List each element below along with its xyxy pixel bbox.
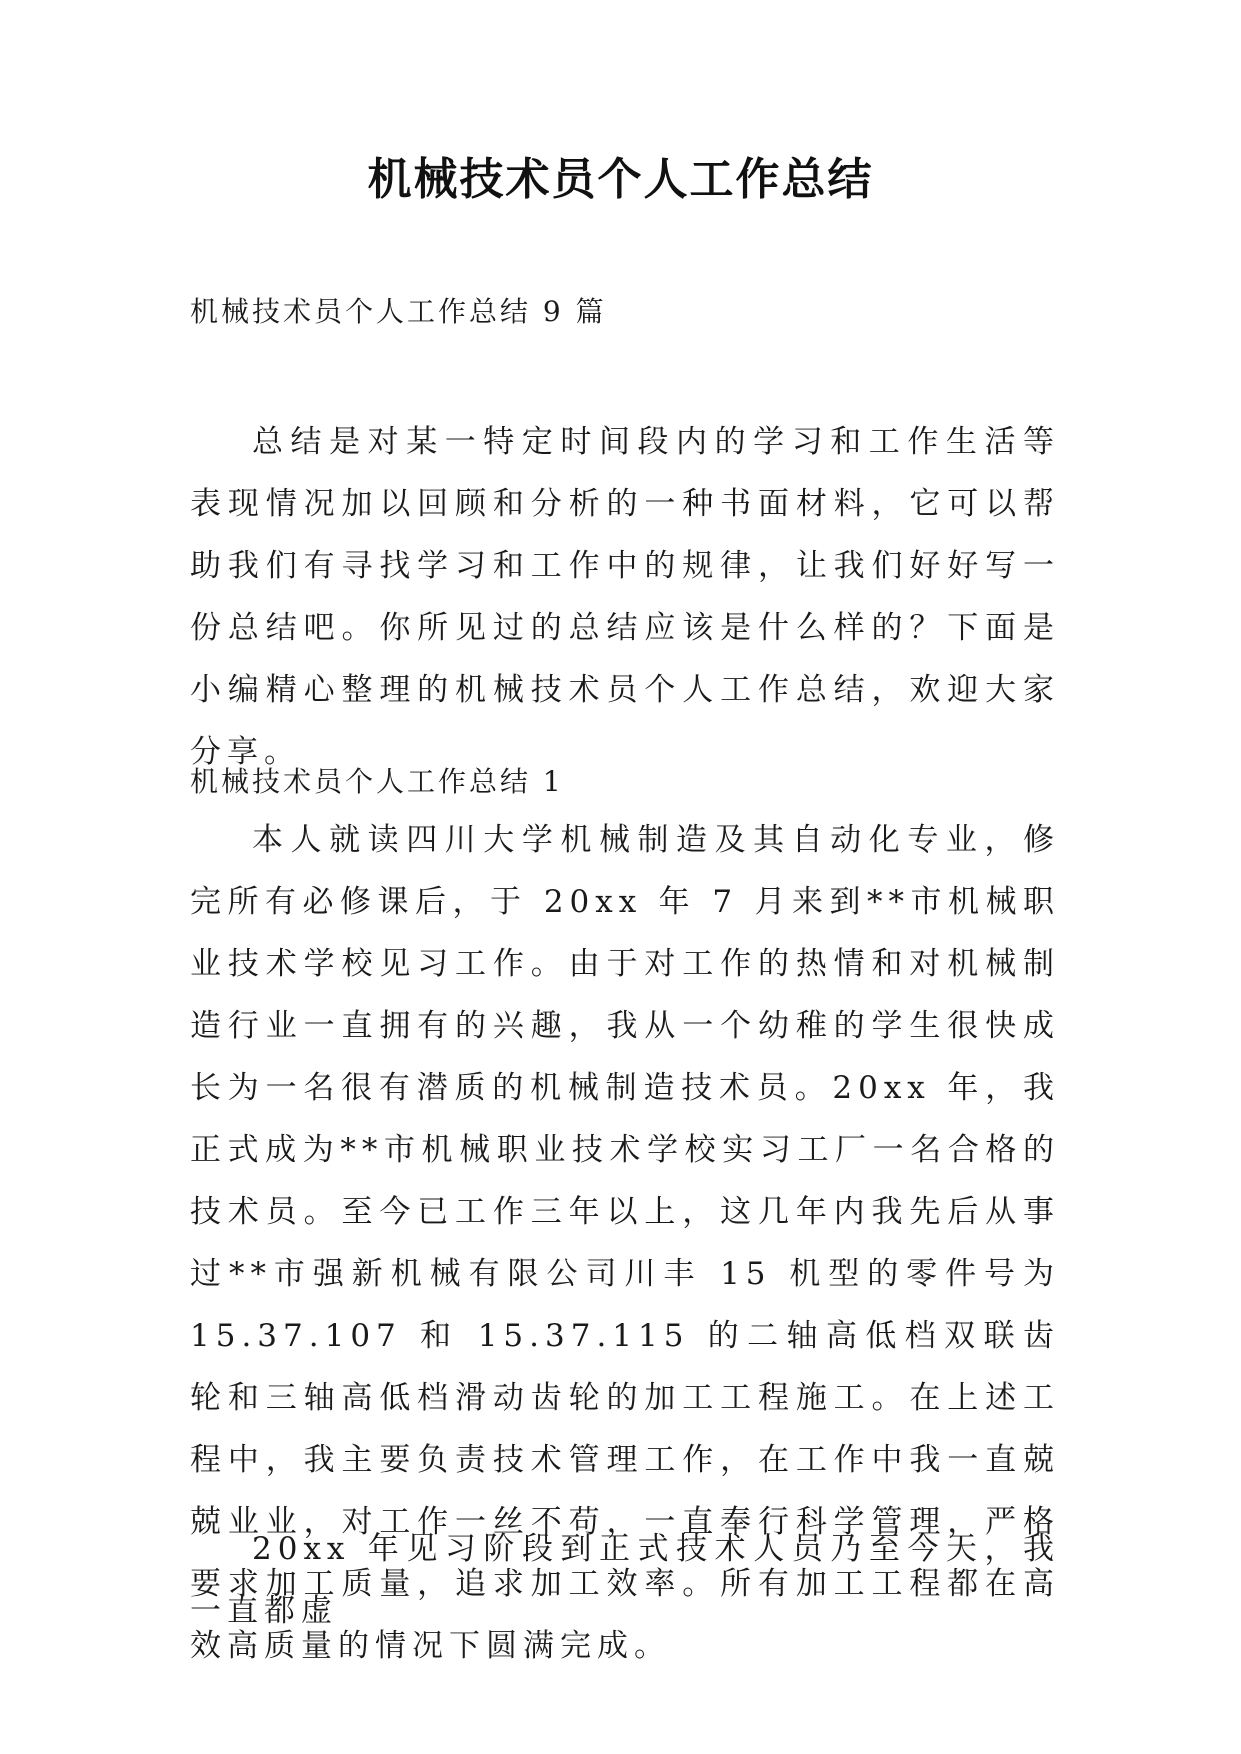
document-title: 机械技术员个人工作总结 [367,154,874,205]
section-heading: 机械技术员个人工作总结 1 [190,765,564,798]
body-paragraph-1: 本人就读四川大学机械制造及其自动化专业，修完所有必修课后，于 20xx 年 7 月来到**市机械职业技术学校见习工作。由于对工作的热情和对机械制造行业一直拥有的兴趣，我从一个幼稚的学生很快成长为一名很有潜质的机械制造技术员。20xx 年，我正式成为**市机械职业技术学校实习工厂一名合格的技术员。至今已工作三年以上，这几年内我先后从事过**市强新机械有限公司川丰 15 机型的零件号为 15.37.107 和 15.37.115 的二轴高低档双联齿轮和三轴高低档滑动齿轮的加工工程施工。在上述工程中，我主要负责技术管理工作，在工作中我一直兢兢业业，对工作一丝不苟，一直奉行科学管理，严格要求加工质量，追求加工效率。所有加工工程都在高效高质量的情况下圆满完成。 [190,822,1060,1664]
intro-paragraph: 总结是对某一特定时间段内的学习和工作生活等表现情况加以回顾和分析的一种书面材料，它可以帮助我们有寻找学习和工作中的规律，让我们好好写一份总结吧。你所见过的总结应该是什么样的？下面是小编精心整理的机械技术员个人工作总结，欢迎大家分享。 [190,424,1060,770]
document-subtitle: 机械技术员个人工作总结 9 篇 [190,295,607,328]
body-paragraph-2: 20xx 年见习阶段到正式技术人员乃至今天，我一直都虚 [190,1531,1060,1629]
